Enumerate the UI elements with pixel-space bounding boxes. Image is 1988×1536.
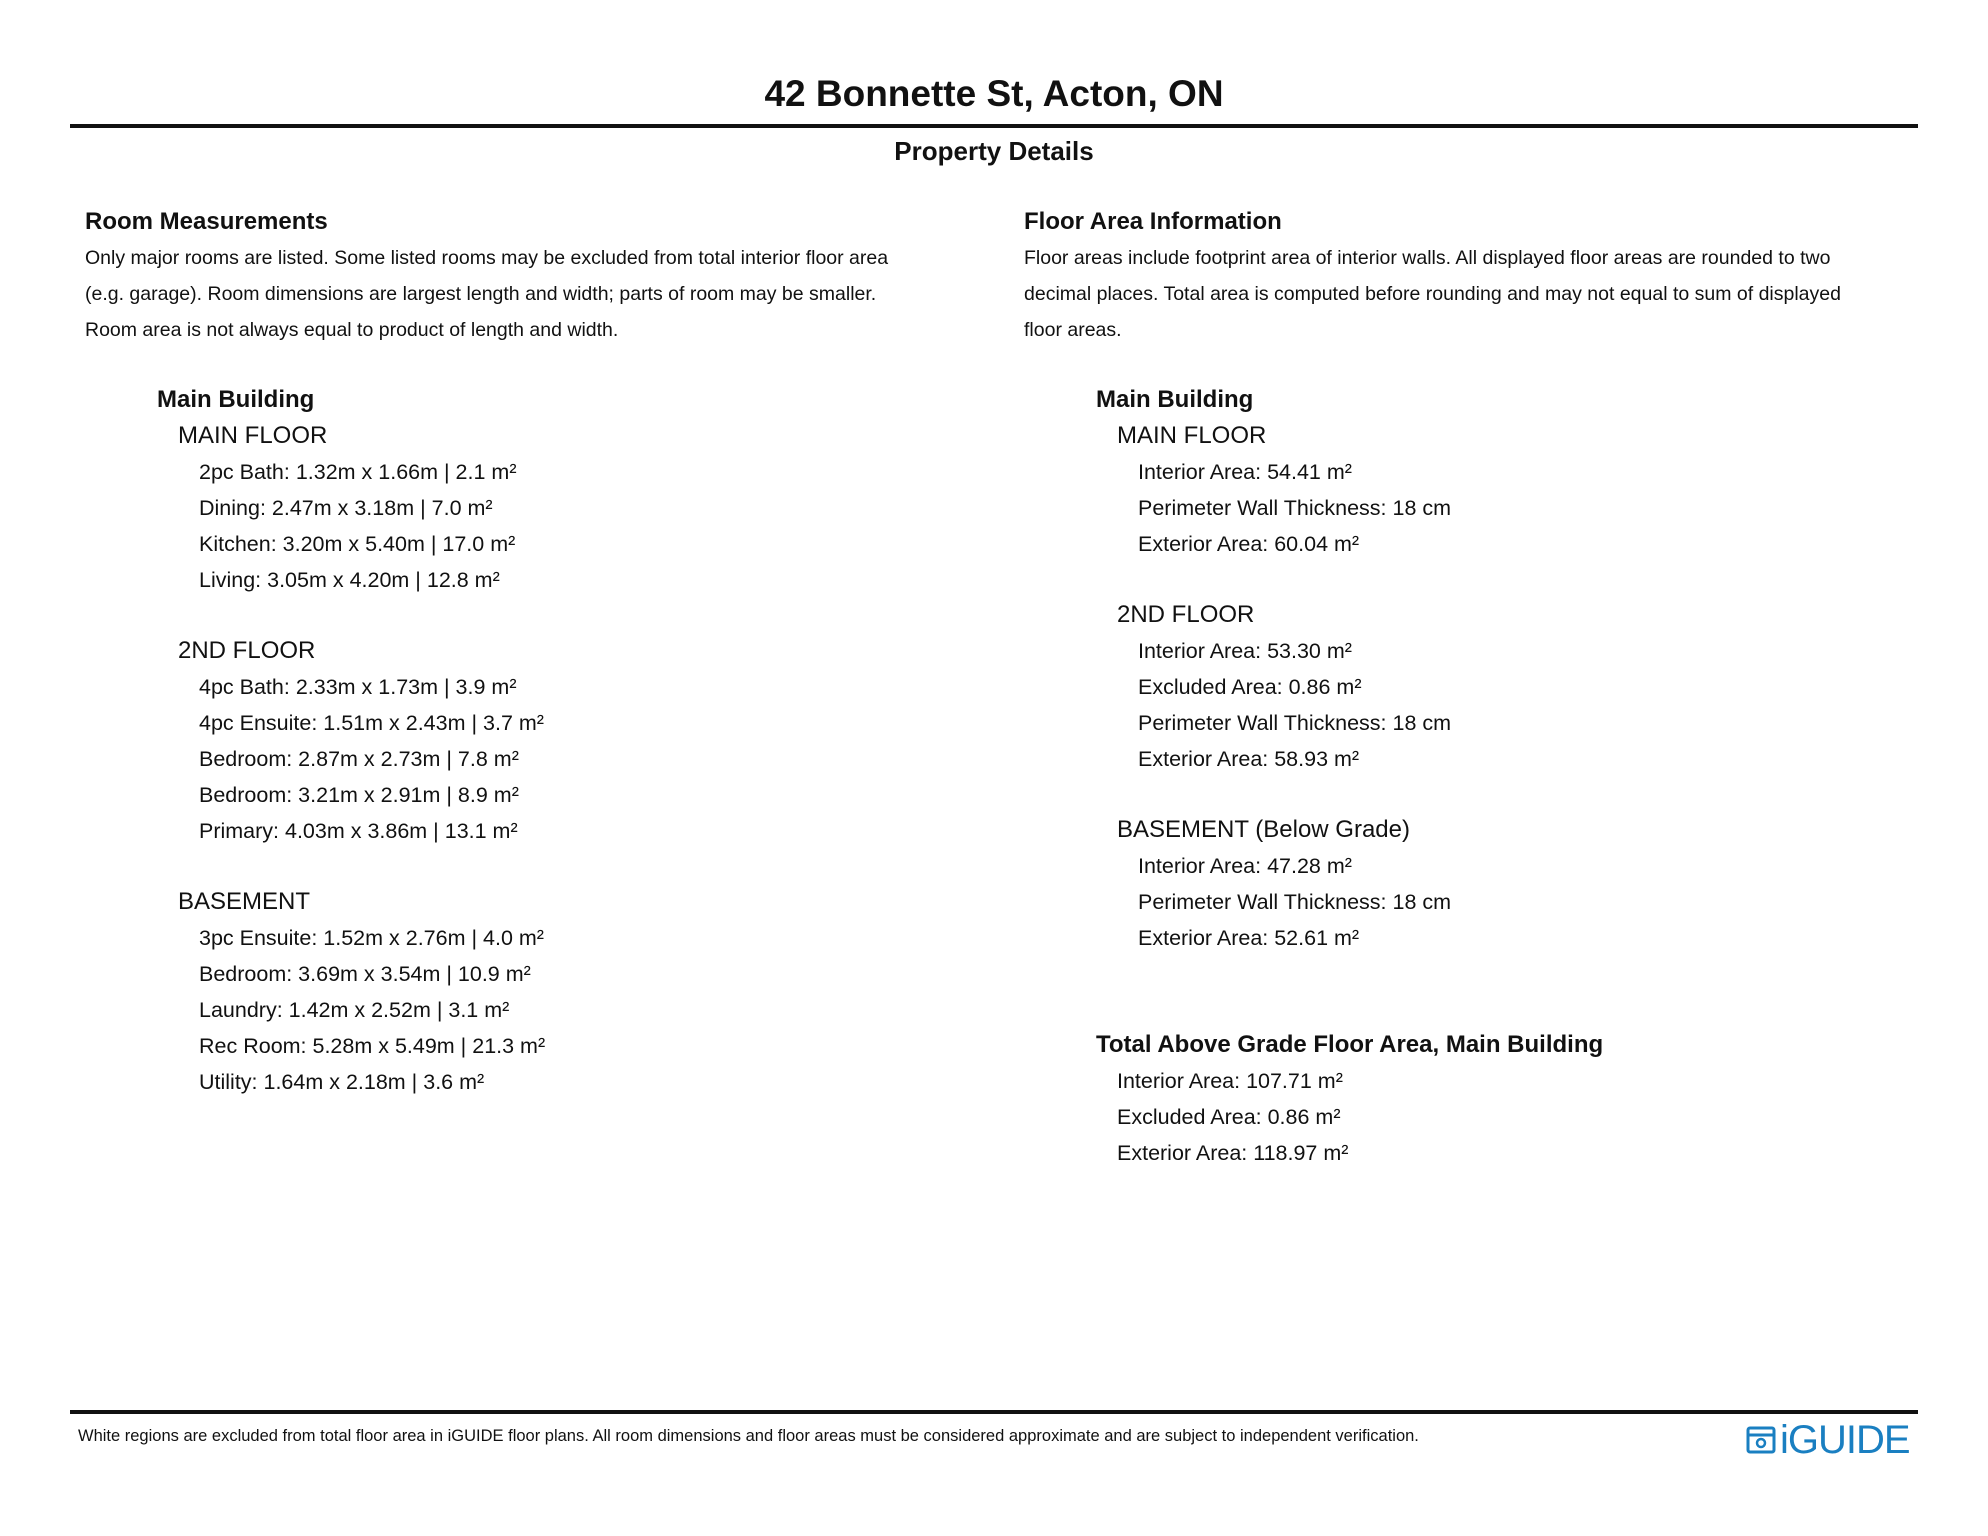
room-item: Dining: 2.47m x 3.18m | 7.0 m² (199, 496, 493, 520)
area-item: Exterior Area: 58.93 m² (1138, 747, 1360, 771)
area-item: Exterior Area: 52.61 m² (1138, 926, 1360, 950)
room-item: Bedroom: 2.87m x 2.73m | 7.8 m² (199, 747, 519, 771)
area-item: Interior Area: 47.28 m² (1138, 854, 1352, 878)
floor-name: BASEMENT (Below Grade) (1117, 816, 1410, 843)
area-item: Excluded Area: 0.86 m² (1138, 675, 1362, 699)
floor-area-heading: Floor Area Information (1024, 208, 1282, 235)
floor-name: MAIN FLOOR (1117, 422, 1267, 449)
room-item: Kitchen: 3.20m x 5.40m | 17.0 m² (199, 532, 516, 556)
room-item: Bedroom: 3.21m x 2.91m | 8.9 m² (199, 783, 519, 807)
room-measurements-desc-line: Room area is not always equal to product of length and width. (85, 319, 619, 341)
room-measurements-desc-line: (e.g. garage). Room dimensions are largest length and width; parts of room may be smaller. (85, 283, 877, 305)
total-area-heading: Total Above Grade Floor Area, Main Building (1096, 1031, 1604, 1058)
room-item: 4pc Ensuite: 1.51m x 2.43m | 3.7 m² (199, 711, 544, 735)
building-heading: Main Building (1096, 386, 1254, 413)
room-item: 2pc Bath: 1.32m x 1.66m | 2.1 m² (199, 460, 517, 484)
area-item: Perimeter Wall Thickness: 18 cm (1138, 496, 1452, 520)
footer-rule (70, 1410, 1918, 1414)
iguide-logo (1746, 1418, 1910, 1462)
room-item: 3pc Ensuite: 1.52m x 2.76m | 4.0 m² (199, 926, 544, 950)
floor-area-desc-line: decimal places. Total area is computed before rounding and may not equal to sum of displayed (1024, 283, 1841, 305)
building-heading: Main Building (157, 386, 315, 413)
area-item: Interior Area: 54.41 m² (1138, 460, 1352, 484)
total-area-item: Excluded Area: 0.86 m² (1117, 1105, 1341, 1129)
area-item: Perimeter Wall Thickness: 18 cm (1138, 890, 1452, 914)
floor-name: BASEMENT (178, 888, 311, 915)
floor-area-desc-line: floor areas. (1024, 319, 1122, 341)
area-item: Perimeter Wall Thickness: 18 cm (1138, 711, 1452, 735)
room-measurements-section (85, 204, 985, 1100)
total-area-item: Exterior Area: 118.97 m² (1117, 1141, 1349, 1165)
total-area-item: Interior Area: 107.71 m² (1117, 1069, 1343, 1093)
room-item: Laundry: 1.42m x 2.52m | 3.1 m² (199, 998, 510, 1022)
logo-wordmark: iGUIDE (1780, 1418, 1910, 1462)
floor-area-section (1024, 204, 1924, 1171)
page-subtitle: Property Details (894, 136, 1094, 166)
title-rule (70, 124, 1918, 128)
room-item: Utility: 1.64m x 2.18m | 3.6 m² (199, 1070, 485, 1094)
footer-disclaimer: White regions are excluded from total floor area in iGUIDE floor plans. All room dimensions and floor areas must be considered approximate and are subject to independent verification. (78, 1427, 1419, 1445)
room-measurements-heading: Room Measurements (85, 208, 328, 235)
floor-name: 2ND FLOOR (1117, 601, 1255, 628)
area-item: Interior Area: 53.30 m² (1138, 639, 1352, 663)
room-item: Bedroom: 3.69m x 3.54m | 10.9 m² (199, 962, 531, 986)
page-title: 42 Bonnette St, Acton, ON (764, 73, 1224, 114)
area-item: Exterior Area: 60.04 m² (1138, 532, 1360, 556)
room-item: Living: 3.05m x 4.20m | 12.8 m² (199, 568, 500, 592)
room-item: Primary: 4.03m x 3.86m | 13.1 m² (199, 819, 518, 843)
iguide-logo-icon (1746, 1425, 1776, 1455)
room-measurements-desc-line: Only major rooms are listed. Some listed rooms may be excluded from total interior floor area (85, 247, 889, 269)
room-item: Rec Room: 5.28m x 5.49m | 21.3 m² (199, 1034, 546, 1058)
floor-area-desc-line: Floor areas include footprint area of interior walls. All displayed floor areas are rounded to two (1024, 247, 1831, 269)
room-item: 4pc Bath: 2.33m x 1.73m | 3.9 m² (199, 675, 517, 699)
floor-name: MAIN FLOOR (178, 422, 328, 449)
floor-name: 2ND FLOOR (178, 637, 316, 664)
